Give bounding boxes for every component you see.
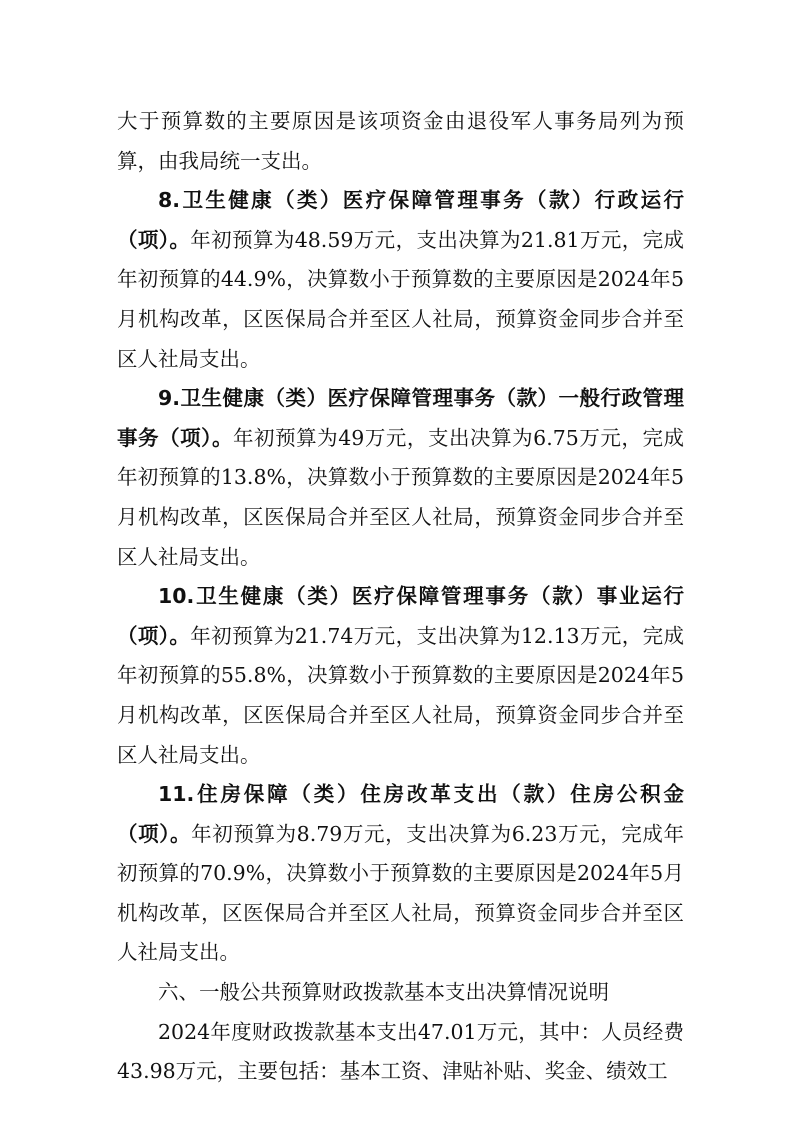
paragraph-text: 年初预算为8.79万元，支出决算为6.23万元，完成年初预算的70.9%，决算数小于预算数的主要原因是2024年5月机构改革，区医保局合并至区人社局，预算资金同步合并至区人社局支出。 <box>117 821 685 965</box>
paragraph-item-11 <box>117 775 684 973</box>
paragraph-heading: 8.卫生健康（类）医疗保障管理事务（款）行政运行（项）。 <box>117 188 684 252</box>
paragraph-heading: 10.卫生健康（类）医疗保障管理事务（款）事业运行（项）。 <box>117 584 684 648</box>
paragraph-item-10 <box>117 577 684 775</box>
paragraph-continuation <box>117 102 684 181</box>
paragraph-text: 2024年度财政拨款基本支出47.01万元，其中：人员经费43.98万元，主要包括：基本工资、津贴补贴、奖金、绩效工 <box>117 1019 684 1084</box>
paragraph-heading: 9.卫生健康（类）医疗保障管理事务（款）一般行政管理事务（项）。 <box>117 386 684 450</box>
paragraph-text: 年初预算为49万元，支出决算为6.75万元，完成年初预算的13.8%，决算数小于预算数的主要原因是2024年5月机构改革，区医保局合并至区人社局，预算资金同步合并至区人社局支出。 <box>117 425 685 569</box>
paragraph-item-8 <box>117 181 684 379</box>
paragraph-text: 年初预算为48.59万元，支出决算为21.81万元，完成年初预算的44.9%，决算数小于预算数的主要原因是2024年5月机构改革，区医保局合并至区人社局，预算资金同步合并至区人社局支出。 <box>117 227 685 371</box>
paragraph-text: 年初预算为21.74万元，支出决算为12.13万元，完成年初预算的55.8%，决算数小于预算数的主要原因是2024年5月机构改革，区医保局合并至区人社局，预算资金同步合并至区人社局支出。 <box>117 623 685 767</box>
section-body <box>117 1013 684 1092</box>
paragraph-heading: 11.住房保障（类）住房改革支出（款）住房公积金（项）。 <box>117 782 684 846</box>
paragraph-text: 大于预算数的主要原因是该项资金由退役军人事务局列为预算，由我局统一支出。 <box>117 109 684 173</box>
section-title: 六、一般公共预算财政拨款基本支出决算情况说明 <box>158 980 609 1005</box>
document-page <box>117 102 684 1092</box>
paragraph-item-9 <box>117 379 684 577</box>
